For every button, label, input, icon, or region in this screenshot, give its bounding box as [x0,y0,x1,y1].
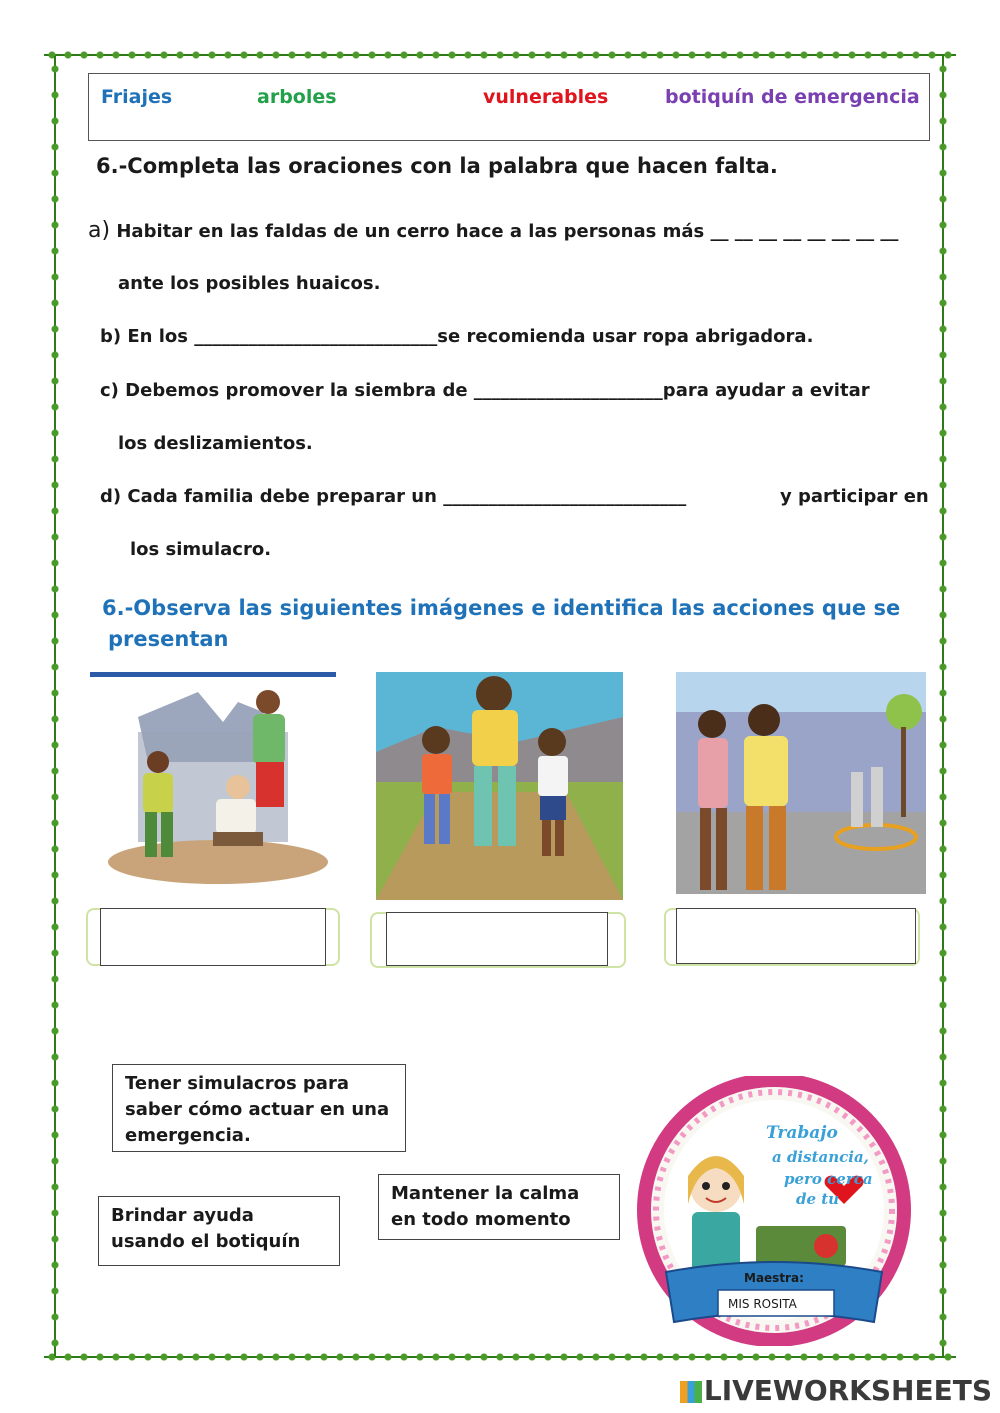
sentence-c-line1: c) Debemos promover la siembra de _____________________para ayudar a evitar [100,380,870,401]
illustration-first-aid [88,672,338,894]
sentence-c-line2: los deslizamientos. [118,433,313,454]
brand-logo-icon [680,1381,702,1403]
badge-line-4: de tu [796,1190,840,1208]
sentence-d-line1b: y participar en [780,486,929,507]
card-mantener-calma[interactable]: Mantener la calma en todo momento [378,1174,620,1240]
answer-drop-1[interactable] [100,908,326,966]
sentence-d-line1: d) Cada familia debe preparar un ___________________________ [100,486,687,507]
sentence-a-line1 [88,218,898,243]
section2-title-line1: 6.-Observa las siguientes imágenes e identifica las acciones que se [102,596,901,620]
illustration-first-aid-drawing [88,672,338,894]
illustration-plaza-drawing [676,672,926,894]
section2-title-line2: presentan [108,627,229,651]
sentence-d-line2: los simulacro. [130,539,272,560]
word-vulnerables[interactable]: vulnerables [483,86,609,108]
vine-border-right [936,56,950,1356]
badge-line-3: pero cerca [784,1170,873,1188]
teacher-badge [626,1076,922,1346]
brand-logo [680,1374,992,1407]
sentence-a-label: a) [88,218,111,243]
illustration-family-walking [376,672,623,900]
word-botiquin[interactable]: botiquín de emergencia [665,86,920,108]
vine-border-bottom [44,1350,956,1364]
answer-drop-3[interactable] [676,908,916,964]
illustration-plaza [676,672,926,894]
card-simulacros[interactable]: Tener simulacros para saber cómo actuar en una emergencia. [112,1064,406,1152]
card-brindar-ayuda[interactable]: Brindar ayuda usando el botiquín [98,1196,340,1266]
word-arboles[interactable]: arboles [257,86,337,108]
badge-teacher-name: MIS ROSITA [728,1297,797,1311]
answer-drop-2[interactable] [386,912,608,966]
badge-line-2: a distancia, [772,1148,869,1166]
badge-maestra-label: Maestra: [744,1271,804,1285]
word-bank [88,73,930,141]
vine-border-top [44,48,956,62]
section1-title: 6.-Completa las oraciones con la palabra que hacen falta. [96,154,778,178]
teacher-badge-drawing [626,1076,922,1346]
badge-line-1: Trabajo [766,1123,838,1143]
illustration-family-walking-drawing [376,672,623,900]
sentence-b: b) En los ___________________________se recomienda usar ropa abrigadora. [100,326,814,347]
brand-logo-text: LIVEWORKSHEETS [703,1374,992,1407]
sentence-a-text: Habitar en las faldas de un cerro hace a las personas más __ __ __ __ __ __ __ __ [116,221,899,242]
sentence-a-line2: ante los posibles huaicos. [118,273,381,294]
vine-border-left [48,56,62,1356]
word-friajes[interactable]: Friajes [101,86,173,108]
